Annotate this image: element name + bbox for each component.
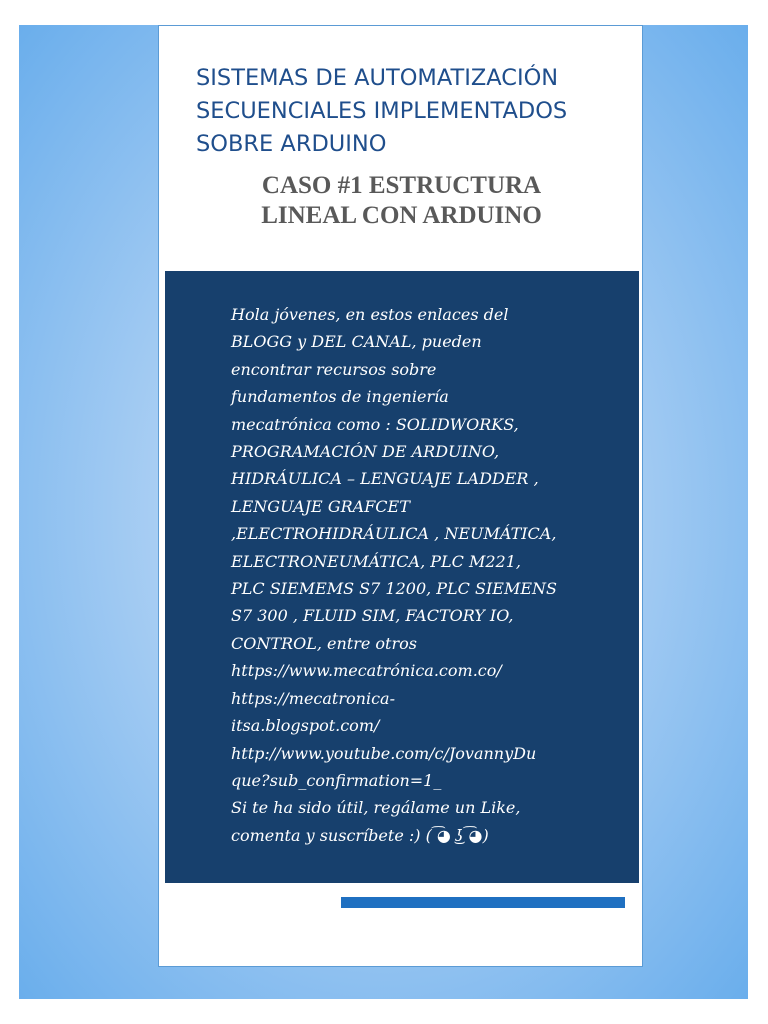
body-text	[231, 301, 631, 849]
content-box	[165, 271, 639, 883]
body-line: PROGRAMACIÓN DE ARDUINO,	[231, 442, 500, 462]
body-line: Hola jóvenes, en estos enlaces del	[231, 305, 509, 324]
body-line: ELECTRONEUMÁTICA, PLC M221,	[231, 551, 521, 571]
website-link[interactable]: https://www.mecatrónica.com.co/	[231, 661, 502, 681]
body-line: LENGUAJE GRAFCET	[231, 496, 410, 516]
blog-link[interactable]: itsa.blogspot.com/	[231, 716, 380, 736]
youtube-link[interactable]: http://www.youtube.com/c/JovannyDu	[231, 743, 537, 763]
body-line: CONTROL, entre otros	[231, 633, 417, 653]
body-line: encontrar recursos sobre	[231, 359, 437, 379]
youtube-link[interactable]: que?sub_confirmation=1_	[231, 770, 442, 790]
accent-bar	[341, 897, 625, 908]
body-line: fundamentos de ingeniería	[231, 387, 449, 407]
body-line: BLOGG y DEL CANAL, pueden	[231, 332, 482, 352]
body-line: mecatrónica como : SOLIDWORKS,	[231, 414, 519, 434]
body-line: S7 300 , FLUID SIM, FACTORY IO,	[231, 606, 514, 626]
body-line: Si te ha sido útil, regálame un Like,	[231, 798, 521, 818]
blog-link[interactable]: https://mecatronica-	[231, 688, 395, 708]
body-line: ,ELECTROHIDRÁULICA , NEUMÁTICA,	[231, 524, 557, 544]
document-page	[158, 25, 643, 967]
document-title: SISTEMAS DE AUTOMATIZACIÓN SECUENCIALES IMPLEMENTADOS SOBRE ARDUINO	[196, 65, 568, 157]
body-line: comenta y suscríbete :) ( ͡◕ ͜ʖ ͡◕)	[231, 825, 489, 845]
case-subtitle: CASO #1 ESTRUCTURA LINEAL CON ARDUINO	[261, 172, 542, 229]
body-line: HIDRÁULICA – LENGUAJE LADDER ,	[231, 469, 539, 489]
body-line: PLC SIEMEMS S7 1200, PLC SIEMENS	[231, 579, 557, 599]
